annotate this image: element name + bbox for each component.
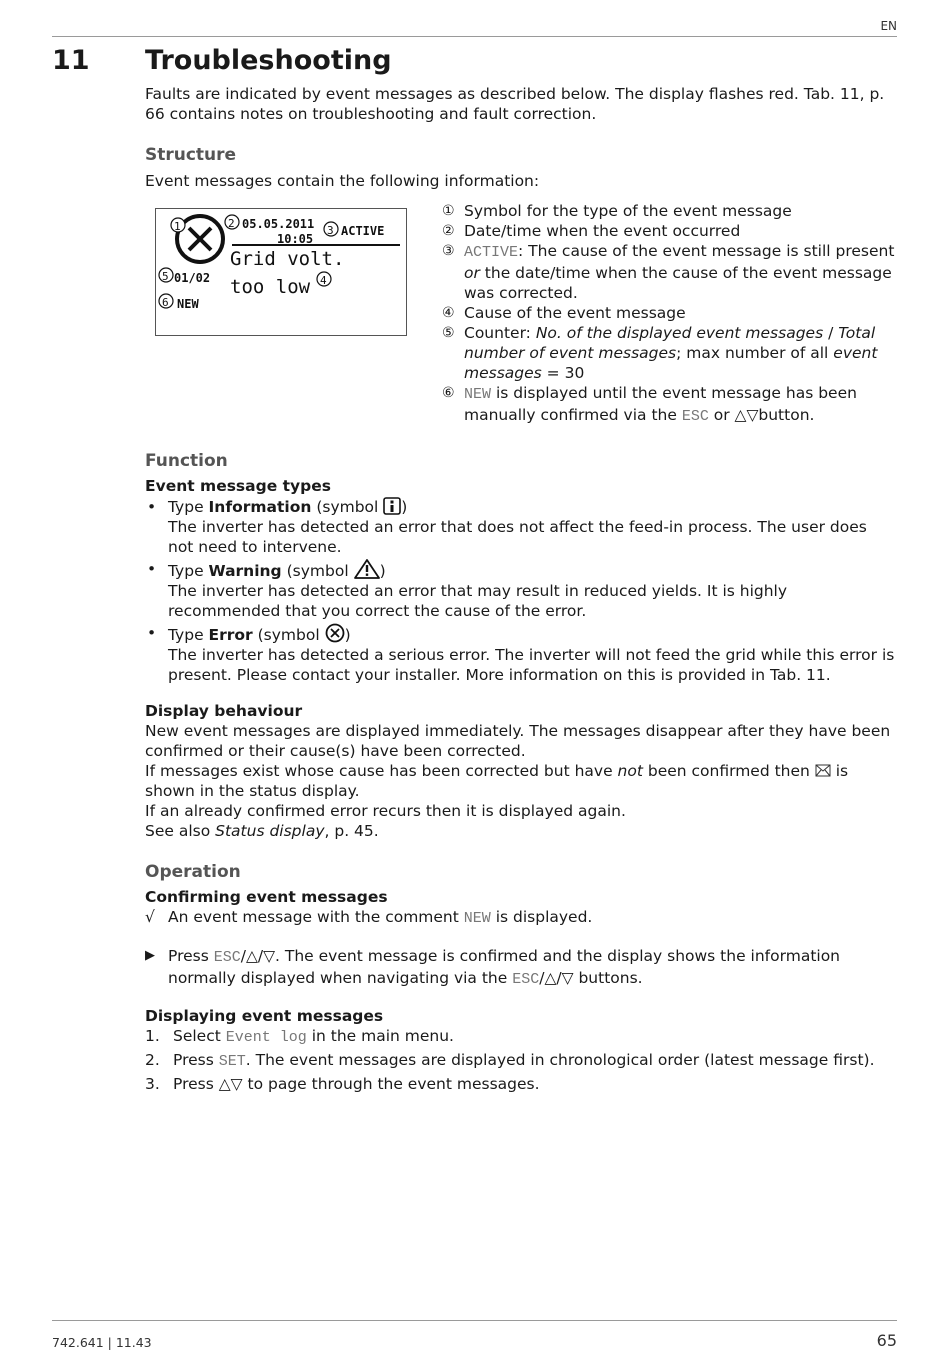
displaying-heading: Displaying event messages <box>145 1007 384 1025</box>
structure-lead: Event messages contain the following information: <box>145 172 540 190</box>
text-run: the date/time when the cause of the event message was corrected. <box>464 264 892 302</box>
intro-paragraph: Faults are indicated by event messages as described below. The display flashes red. Tab. 11, p. 66 contains notes on troubleshooting and fault correction. <box>145 85 885 123</box>
section-heading-structure: Structure <box>145 145 237 165</box>
code-keyword: ESC <box>681 408 709 425</box>
step-item <box>145 1026 897 1048</box>
display-behaviour-p1: New event messages are displayed immediately. The messages disappear after they have been confirmed or their cause(s) have been corrected. <box>145 722 891 760</box>
type-close: ) <box>401 498 408 516</box>
document-id: 742.641 | 11.43 <box>52 1335 152 1350</box>
marker-1: 1 <box>174 220 181 233</box>
text-run: / <box>823 324 839 342</box>
displaying-steps <box>145 1026 897 1096</box>
error-icon <box>325 623 345 643</box>
text-run: Press <box>173 1051 219 1069</box>
callout-item <box>442 241 897 303</box>
section-heading-function: Function <box>145 451 228 471</box>
text-run: is shown in the status display. <box>145 762 849 800</box>
warning-icon <box>354 559 380 579</box>
type-suffix: (symbol <box>252 626 325 644</box>
event-type-list <box>145 497 897 685</box>
event-type-warning <box>145 559 897 621</box>
type-close: ) <box>344 626 351 644</box>
text-run: /△/▽. The event message is confirmed and the display shows the information normally displayed when navigating via the <box>168 947 841 987</box>
text-run-italic: No. of the displayed event messages <box>535 324 824 342</box>
bullet: • <box>147 624 157 642</box>
text-run: been confirmed then <box>642 762 815 780</box>
callout-item <box>442 221 897 241</box>
type-name: Warning <box>208 562 282 580</box>
event-type-description: The inverter has detected an error that does not affect the feed-in process. The user does not need to intervene. <box>168 518 867 556</box>
text-run: /△/▽ buttons. <box>539 969 643 987</box>
callout-text <box>464 221 897 241</box>
language-tag: EN <box>880 19 897 33</box>
text-run: Cause of the event message <box>464 304 686 322</box>
bullet: • <box>147 498 157 516</box>
display-cause-line1: Grid volt. <box>230 248 345 270</box>
display-cause-line2: too low <box>230 276 311 298</box>
step-text <box>173 1026 454 1048</box>
code-keyword: NEW <box>464 386 492 403</box>
callout-text <box>464 303 897 323</box>
display-illustration <box>155 208 407 336</box>
display-behaviour-p2 <box>145 761 897 801</box>
callout-item <box>442 323 897 383</box>
text-run-italic: event messages <box>464 344 878 382</box>
event-type-error <box>145 623 897 685</box>
page-number: 65 <box>876 1331 897 1350</box>
callout-text <box>464 201 897 221</box>
display-behaviour-heading: Display behaviour <box>145 702 303 720</box>
code-keyword: SET <box>218 1053 246 1070</box>
esc-keyword: ESC <box>512 971 540 988</box>
marker-2: 2 <box>228 217 235 230</box>
callout-number: ② <box>442 223 455 239</box>
text-run: If messages exist whose cause has been corrected but have <box>145 762 618 780</box>
check-mark: √ <box>145 908 155 926</box>
type-prefix: Type <box>168 498 209 516</box>
callout-list <box>442 201 897 427</box>
display-new-label: NEW <box>177 297 199 311</box>
step-number: 2. <box>145 1051 160 1069</box>
text-run: ; max number of all <box>676 344 834 362</box>
text-run: : The cause of the event message is still present <box>518 242 895 260</box>
text-run: in the main menu. <box>306 1027 454 1045</box>
callout-number: ⑥ <box>442 385 455 401</box>
text-run: , p. 45. <box>324 822 379 840</box>
event-type-description: The inverter has detected a serious error. The inverter will not feed the grid while this error is present. Please contact your installer. More information on this is provided in Tab. 11. <box>168 646 895 684</box>
status-display-reference: Status display <box>215 822 325 840</box>
step-number: 1. <box>145 1027 160 1045</box>
header-rule <box>52 36 897 37</box>
esc-keyword: ESC <box>213 949 241 966</box>
marker-6: 6 <box>162 296 169 309</box>
marker-4: 4 <box>320 274 327 287</box>
step-text <box>173 1050 875 1072</box>
type-suffix: (symbol <box>311 498 384 516</box>
type-prefix: Type <box>168 626 209 644</box>
text-run: Date/time when the event occurred <box>464 222 741 240</box>
step-text <box>173 1074 540 1094</box>
type-prefix: Type <box>168 562 209 580</box>
callout-item <box>442 201 897 221</box>
text-run: is displayed. <box>490 908 593 926</box>
marker-5: 5 <box>162 270 169 283</box>
display-time: 10:05 <box>277 232 314 246</box>
display-behaviour-p3: If an already confirmed error recurs then it is displayed again. <box>145 802 626 820</box>
step-item <box>145 1050 897 1072</box>
text-run: = 30 <box>541 364 585 382</box>
display-date: 05.05.2011 <box>242 217 315 231</box>
type-name: Information <box>208 498 312 516</box>
confirm-action <box>145 946 897 990</box>
step-item <box>145 1074 897 1094</box>
text-run: or △▽button. <box>708 406 815 424</box>
callout-number: ③ <box>442 243 455 259</box>
event-type-information <box>145 497 897 557</box>
chapter-number: 11 <box>52 45 90 76</box>
text-run: Select <box>173 1027 226 1045</box>
type-name: Error <box>208 626 253 644</box>
bullet: • <box>147 560 157 578</box>
callout-item <box>442 383 897 427</box>
step-number: 3. <box>145 1075 160 1093</box>
action-text <box>168 946 897 990</box>
type-suffix: (symbol <box>281 562 354 580</box>
footer-rule <box>52 1320 897 1321</box>
text-run: See also <box>145 822 216 840</box>
callout-number: ⑤ <box>442 325 455 341</box>
text-run: . The event messages are displayed in chronological order (latest message first). <box>245 1051 875 1069</box>
event-type-description: The inverter has detected an error that may result in reduced yields. It is highly recommended that you correct the cause of the error. <box>168 582 788 620</box>
display-status: ACTIVE <box>341 224 385 238</box>
text-run: An event message with the comment <box>168 908 464 926</box>
section-heading-operation: Operation <box>145 862 241 882</box>
code-keyword: Event log <box>225 1029 307 1046</box>
text-run-italic: or <box>464 264 480 282</box>
text-run-italic: Total number of event messages <box>464 324 876 362</box>
display-behaviour-text <box>145 721 897 841</box>
action-arrow: ▶ <box>145 948 155 963</box>
new-keyword: NEW <box>463 910 491 927</box>
text-run: Press <box>168 947 214 965</box>
text-run-italic: not <box>617 762 643 780</box>
marker-3: 3 <box>327 224 334 237</box>
chapter-title: Troubleshooting <box>145 45 392 76</box>
callout-item <box>442 303 897 323</box>
text-run: Press △▽ to page through the event messages. <box>173 1075 540 1093</box>
type-close: ) <box>379 562 386 580</box>
precondition-text <box>168 907 592 929</box>
callout-text <box>464 241 897 303</box>
display-behaviour-p4 <box>145 821 897 841</box>
text-run: Counter: <box>464 324 536 342</box>
callout-text <box>464 323 897 383</box>
callout-text <box>464 383 897 427</box>
callout-number: ① <box>442 203 455 219</box>
display-counter: 01/02 <box>174 271 211 285</box>
confirming-heading: Confirming event messages <box>145 888 388 906</box>
callout-number: ④ <box>442 305 455 321</box>
text-run: is displayed until the event message has been manually confirmed via the <box>464 384 857 424</box>
envelope-icon <box>815 764 831 777</box>
info-icon <box>383 497 401 515</box>
confirm-precondition <box>145 907 897 929</box>
event-types-heading: Event message types <box>145 477 331 495</box>
text-run: Symbol for the type of the event message <box>464 202 792 220</box>
code-keyword: ACTIVE <box>464 244 519 261</box>
